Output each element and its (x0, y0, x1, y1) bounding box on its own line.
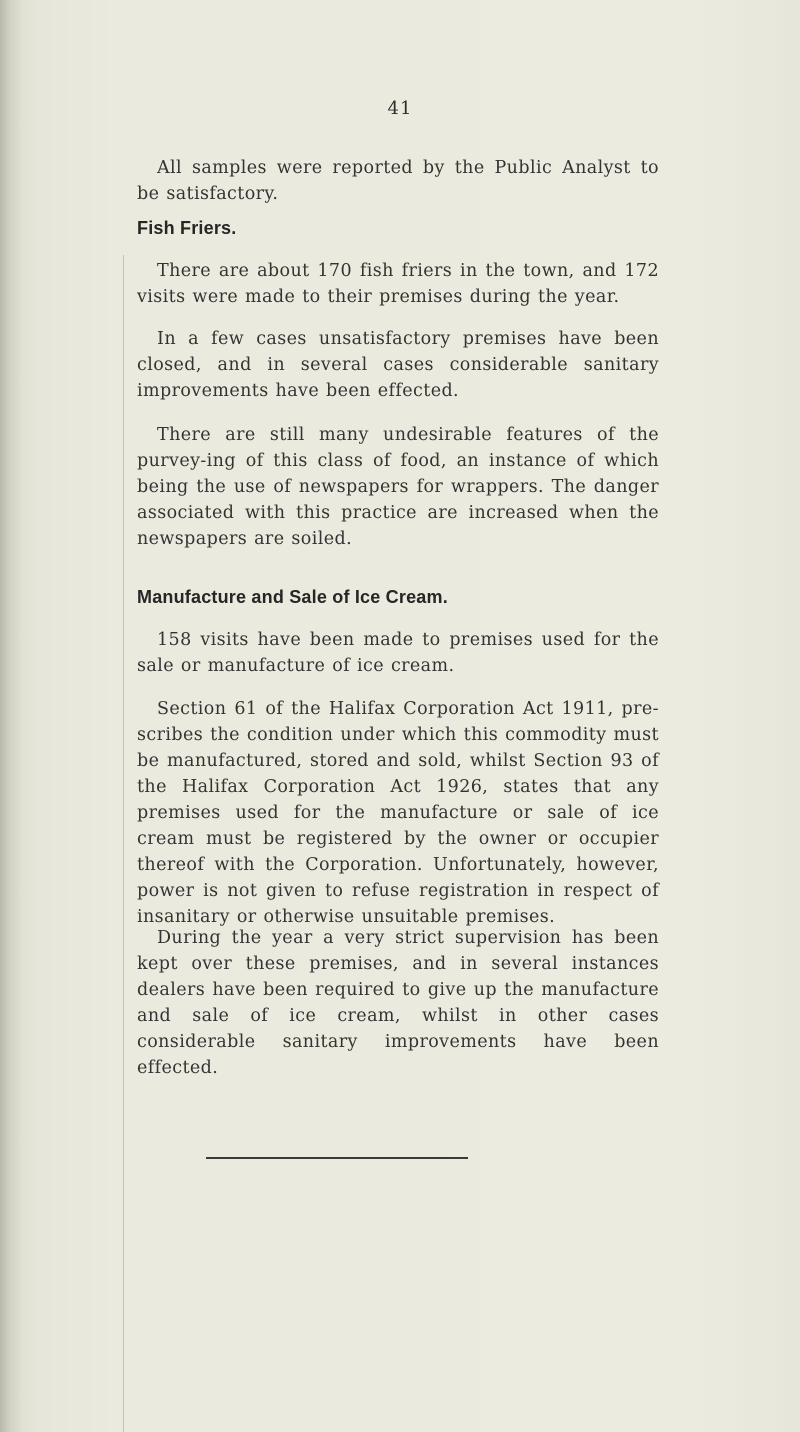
fish-friers-heading: Fish Friers. (137, 218, 237, 238)
ice-cream-paragraph-2: Section 61 of the Halifax Corporation Act 1911, pre-scribes the condition under which this commodity must be manufactured, stored and sold, whilst Section 93 of the Halifax Corporation Act 1926, states that any premises used for the manufacture or sale of ice cream must be registered by the owner or occupier thereof with the Corporation. Unfortunately, however, power is not given to refuse registration in respect of insanitary or otherwise unsuitable premises. (137, 699, 659, 927)
fish-friers-paragraph-2: In a few cases unsatisfactory premises have been closed, and in several cases considerable sanitary improvements have been effected. (137, 329, 659, 401)
fish-friers-paragraph-3: There are still many undesirable features of the purvey-ing of this class of food, an instance of which being the use of newspapers for wrappers. The danger associated with this practice are increased when the newspapers are soiled. (137, 425, 659, 549)
ice-cream-paragraph-1: 158 visits have been made to premises used for the sale or manufacture of ice cream. (137, 630, 659, 676)
page-edge-shadow (0, 0, 22, 1432)
page-number: 41 (387, 98, 413, 119)
fish-friers-paragraph-1: There are about 170 fish friers in the town, and 172 visits were made to their premises during the year. (137, 261, 659, 307)
ice-cream-paragraph-3: During the year a very strict supervision has been kept over these premises, and in several instances dealers have been required to give up the manufacture and sale of ice cream, whilst in other cases considerable sanitary improvements have been effected. (137, 928, 659, 1078)
margin-mark (123, 255, 124, 1432)
intro-paragraph: All samples were reported by the Public Analyst to be satisfactory. (137, 158, 659, 204)
ice-cream-heading: Manufacture and Sale of Ice Cream. (137, 587, 448, 607)
end-rule (206, 1157, 468, 1159)
